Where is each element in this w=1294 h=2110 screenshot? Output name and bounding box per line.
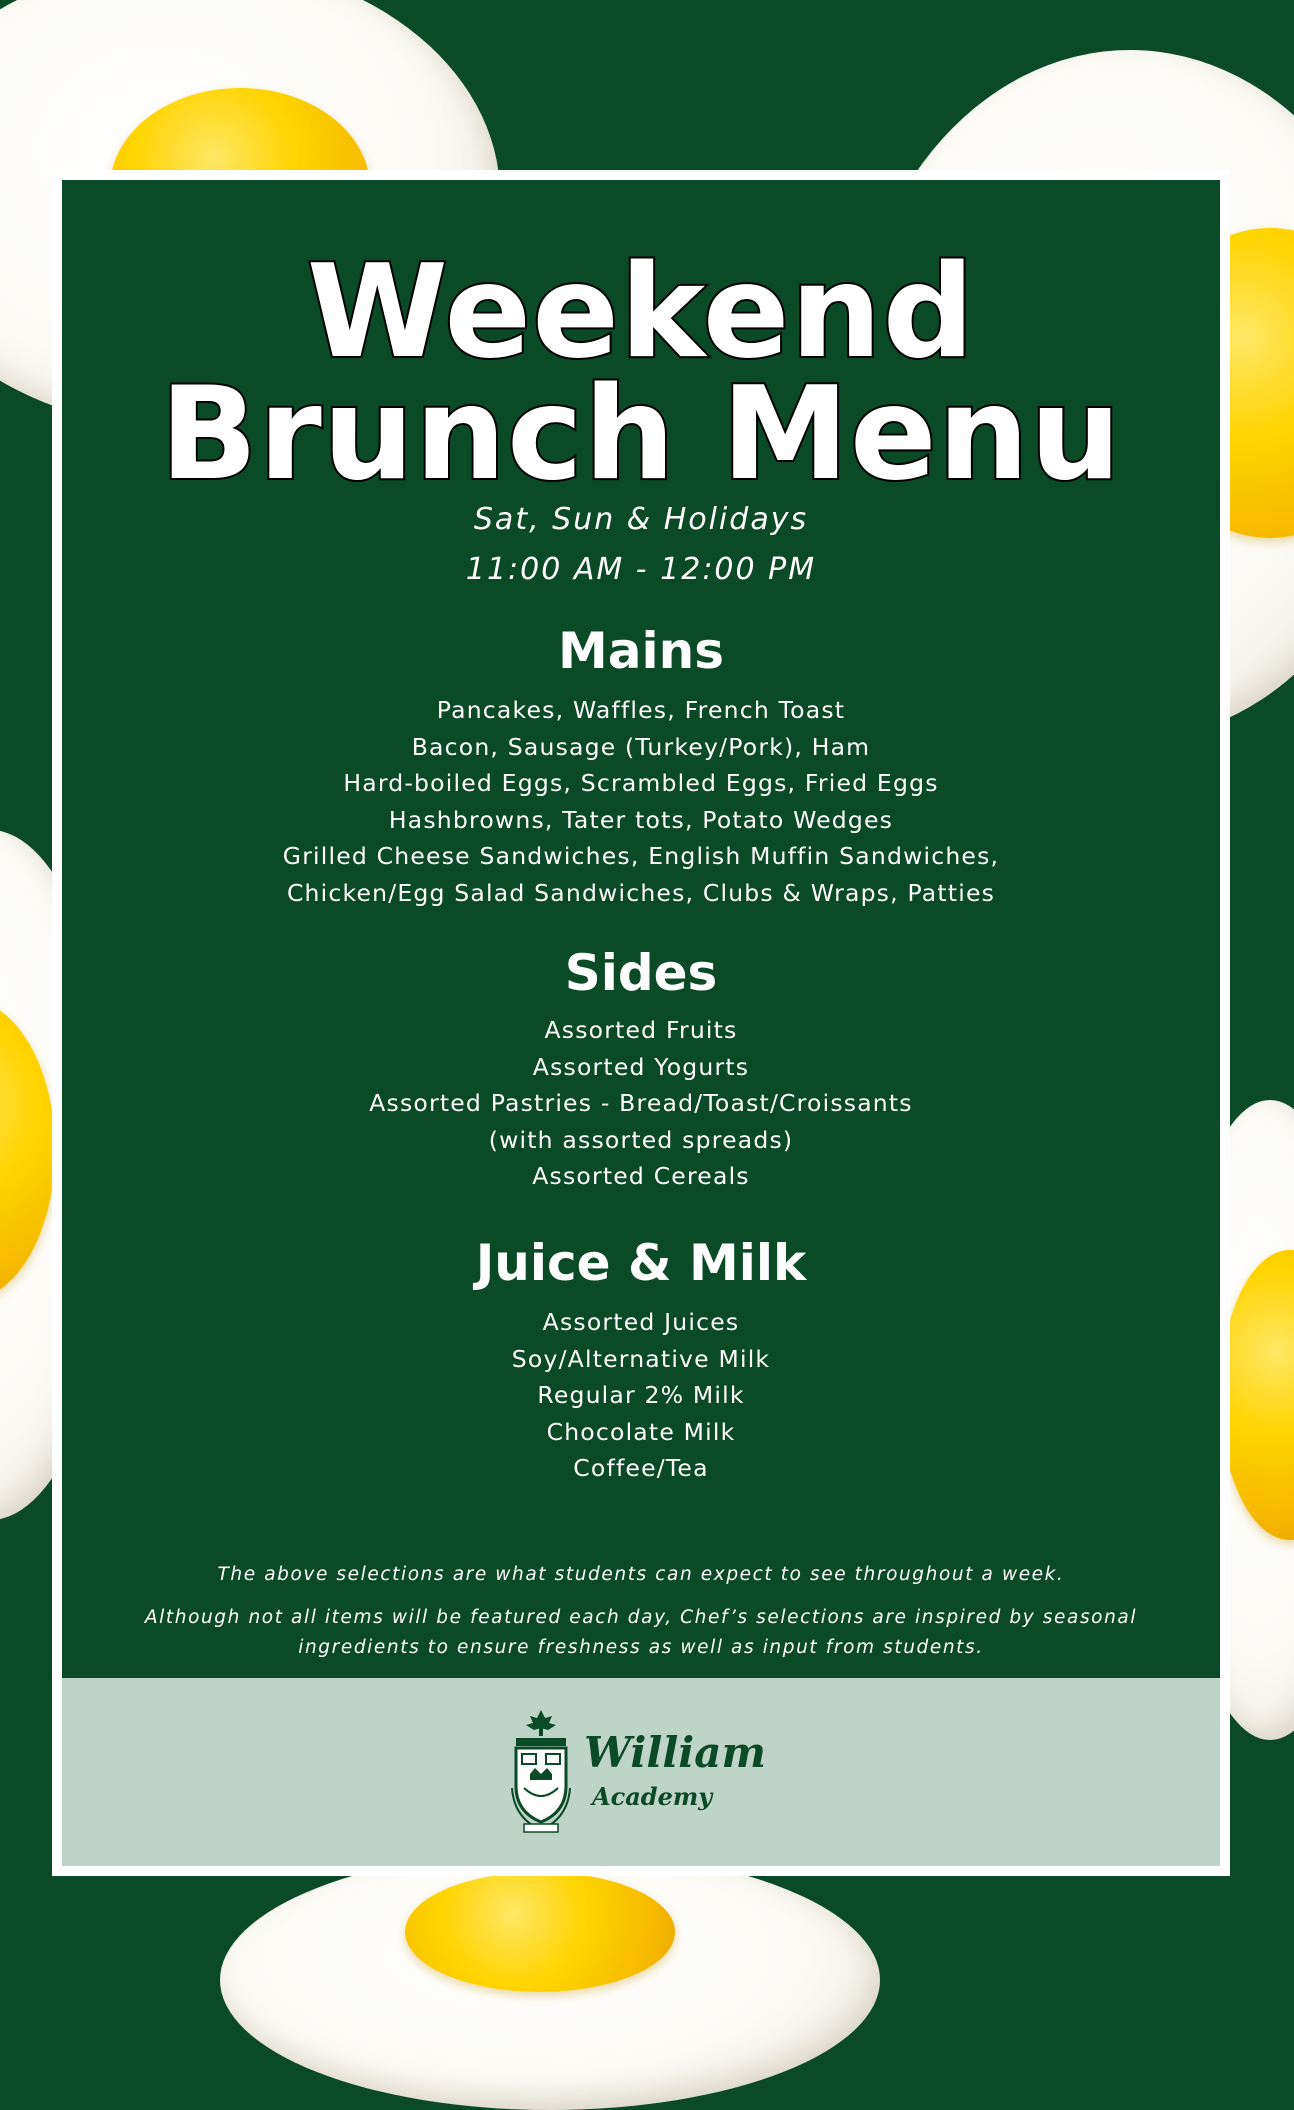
list-item: Grilled Cheese Sandwiches, English Muffin Sandwiches, [282,842,1000,871]
logo-name: William [584,1728,766,1777]
menu-body [62,180,1220,1678]
menu-panel [52,170,1230,1876]
list-item: Assorted Juices [542,1308,740,1336]
school-logo [508,1708,788,1838]
list-item: (with assorted spreads) [488,1125,794,1154]
crest-icon [508,1708,574,1836]
list-item: Assorted Yogurts [532,1052,750,1081]
section-list-sides [62,1012,1220,1195]
list-item: Regular 2% Milk [537,1381,745,1410]
list-item: Pancakes, Waffles, French Toast [436,696,846,724]
list-item: Hard-boiled Eggs, Scrambled Eggs, Fried Eggs [343,769,939,798]
egg-bottom-yolk [405,1872,675,1992]
list-item: Coffee/Tea [573,1454,709,1483]
logo-subtitle: Academy [592,1782,713,1811]
list-item: Assorted Cereals [532,1162,750,1191]
section-heading-mains: Mains [558,622,724,680]
menu-footer [62,1678,1220,1866]
menu-title-line1: Weekend [306,238,976,387]
list-item: Soy/Alternative Milk [511,1344,771,1373]
note-seasonal: Although not all items will be featured each day, Chef’s selections are inspired by seasonal ingredients to ensure freshness as well as input from students. [144,1607,1138,1658]
menu-hours: 11:00 AM - 12:00 PM [465,552,817,587]
section-heading-sides: Sides [564,944,718,1002]
note-weekly: The above selections are what students can expect to see throughout a week. [217,1564,1065,1585]
menu-days: Sat, Sun & Holidays [473,502,809,537]
list-item: Assorted Pastries - Bread/Toast/Croissants [369,1089,913,1118]
list-item: Bacon, Sausage (Turkey/Pork), Ham [411,732,871,761]
section-list-juice-milk [62,1304,1220,1487]
list-item: Hashbrowns, Tater tots, Potato Wedges [388,805,894,834]
section-list-mains [62,692,1220,912]
menu-title-line2: Brunch Menu [160,360,1122,509]
list-item: Chocolate Milk [546,1417,736,1446]
section-heading-juice-milk: Juice & Milk [475,1234,807,1292]
list-item: Chicken/Egg Salad Sandwiches, Clubs & Wraps, Patties [286,878,996,907]
list-item: Assorted Fruits [544,1016,738,1044]
